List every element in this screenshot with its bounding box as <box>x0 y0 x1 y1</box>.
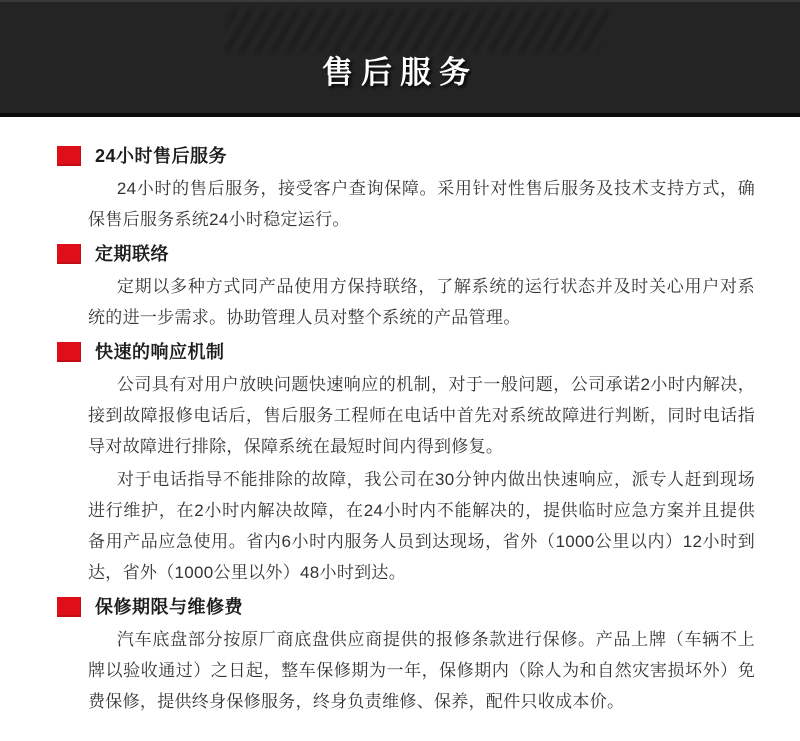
red-square-bullet-icon <box>57 597 81 617</box>
red-square-bullet-icon <box>57 244 81 264</box>
section-heading-row <box>57 143 755 169</box>
section-fast-response <box>88 339 755 588</box>
content-area <box>0 117 800 717</box>
section-paragraph: 公司具有对用户放映问题快速响应的机制，对于一般问题，公司承诺2小时内解决，接到故障报修电话后，售后服务工程师在电话中首先对系统故障进行判断，同时电话指导对故障进行排除，保障系统在最短时间内得到修复。 <box>88 375 755 456</box>
section-paragraph: 24小时的售后服务，接受客户查询保障。采用针对性售后服务及技术支持方式，确保售后服务系统24小时稳定运行。 <box>88 179 755 229</box>
section-heading-row <box>57 339 755 365</box>
section-heading-row <box>57 594 755 620</box>
section-24h-service <box>88 143 755 235</box>
section-paragraph: 定期以多种方式同产品使用方保持联络，了解系统的运行状态并及时关心用户对系统的进一步需求。协助管理人员对整个系统的产品管理。 <box>88 277 755 327</box>
section-heading: 定期联络 <box>95 244 169 264</box>
section-paragraph: 对于电话指导不能排除的故障，我公司在30分钟内做出快速响应，派专人赶到现场进行维护，在2小时内解决故障，在24小时内不能解决的，提供临时应急方案并且提供备用产品应急使用。省内6小时内服务人员到达现场，省外（1000公里以内）12小时到达，省外（1000公里以外）48小时到达。 <box>88 470 755 582</box>
watermark <box>218 10 612 52</box>
section-regular-contact <box>88 241 755 333</box>
red-square-bullet-icon <box>57 146 81 166</box>
section-heading: 保修期限与维修费 <box>95 597 243 617</box>
page-title: 售后服务 <box>322 55 478 90</box>
section-heading: 快速的响应机制 <box>95 342 225 362</box>
section-paragraph: 汽车底盘部分按原厂商底盘供应商提供的报修条款进行保修。产品上牌（车辆不上牌以验收通过）之日起，整车保修期为一年，保修期内（除人为和自然灾害损坏外）免费保修，提供终身保修服务，终身负责维修、保养，配件只收成本价。 <box>88 630 755 711</box>
red-square-bullet-icon <box>57 342 81 362</box>
section-heading-row <box>57 241 755 267</box>
header-banner <box>0 0 800 117</box>
section-heading: 24小时售后服务 <box>95 146 228 166</box>
section-warranty <box>88 594 755 717</box>
